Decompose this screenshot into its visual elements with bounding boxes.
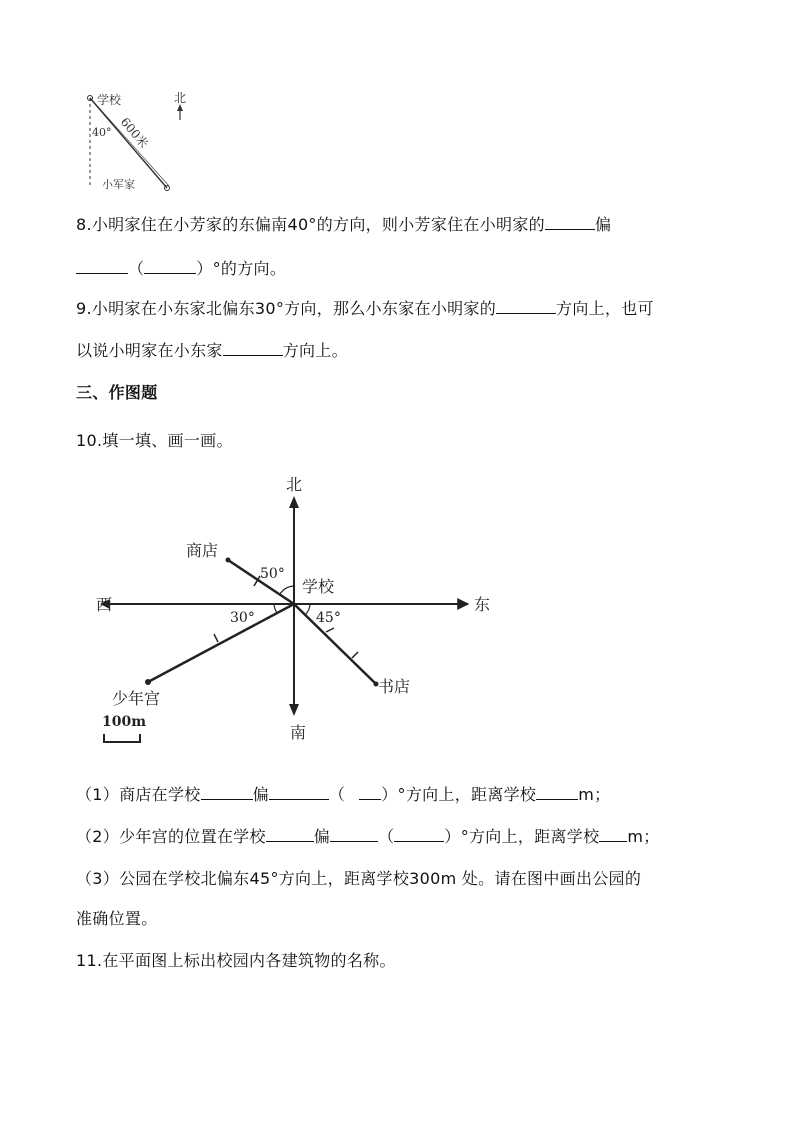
q9-blank1[interactable]: [496, 299, 556, 314]
q10-sub2-a: （2）少年宫的位置在学校: [76, 827, 266, 846]
compass-youth-palace: 少年宫: [112, 689, 161, 708]
school-home-figure: [80, 84, 200, 194]
compass-west: 西: [96, 595, 113, 614]
section-title: 三、作图题: [76, 383, 158, 402]
compass-center: 学校: [302, 577, 335, 596]
q9-text4: 方向上。: [282, 341, 348, 360]
q9-line1: [76, 296, 654, 319]
q8-text1: 8.小明家住在小芳家的东偏南40°的方向，则小芳家住在小明家的: [76, 215, 545, 234]
compass-north: 北: [286, 475, 303, 494]
fig-top-home: 小军家: [102, 178, 135, 191]
compass-shop: 商店: [186, 541, 219, 560]
q10-sub2-c: （: [378, 827, 395, 846]
q9-text1: 9.小明家在小东家北偏东30°方向，那么小东家在小明家的: [76, 299, 497, 318]
q10-sub2-blank3[interactable]: [394, 827, 444, 842]
q10-sub2-blank4[interactable]: [599, 827, 627, 842]
q10-sub1-d: ）°方向上，距离学校: [381, 785, 537, 804]
q10-sub1-blank3[interactable]: [359, 785, 381, 800]
q10-title: 10.填一填、画一画。: [76, 431, 233, 450]
q10-sub2-blank1[interactable]: [266, 827, 314, 842]
q8-blank2[interactable]: [76, 259, 128, 274]
q10-sub2-b: 偏: [313, 827, 331, 846]
compass-south: 南: [290, 723, 307, 742]
q10-sub1-blank1[interactable]: [201, 785, 253, 800]
q10-sub1-c: （: [328, 785, 346, 804]
q8-line2: [76, 256, 286, 279]
fig-top-angle: 40°: [92, 126, 112, 139]
q9-blank2[interactable]: [223, 341, 283, 356]
q11-title: 11.在平面图上标出校园内各建筑物的名称。: [76, 951, 396, 970]
q9-line2: [76, 338, 348, 361]
q8-blank1[interactable]: [545, 215, 595, 230]
q8-text4: ）°的方向。: [196, 259, 287, 278]
q10-sub1-blank2[interactable]: [269, 785, 329, 800]
q10-sub2-blank2[interactable]: [330, 827, 378, 842]
compass-scale-label: 100m: [102, 714, 147, 730]
q10-sub2-e: m；: [627, 827, 660, 846]
q8-text2: 偏: [594, 215, 612, 234]
fig-top-distance: 600米: [117, 114, 151, 151]
q10-sub3-line1: （3）公园在学校北偏东45°方向上，距离学校300m 处。请在图中画出公园的: [76, 869, 642, 888]
q8-line1: [76, 212, 611, 235]
q10-sub2-d: ）°方向上，距离学校: [444, 827, 600, 846]
q8-blank3[interactable]: [144, 259, 196, 274]
q9-text3: 以说小明家在小东家: [76, 341, 223, 360]
compass-angle-palace: 30°: [230, 610, 255, 626]
q10-sub1-a: （1）商店在学校: [76, 785, 201, 804]
q10-sub3-line2: 准确位置。: [76, 909, 158, 928]
compass-bookstore: 书店: [378, 677, 411, 696]
q10-sub1: [76, 782, 610, 805]
compass-figure: [88, 470, 508, 750]
compass-east: 东: [474, 595, 491, 614]
q10-sub1-b: 偏: [252, 785, 269, 804]
q9-text2: 方向上，也可: [556, 299, 654, 318]
q8-text3: （: [128, 259, 145, 278]
compass-angle-shop: 50°: [260, 566, 285, 582]
fig-top-north: 北: [174, 91, 187, 105]
fig-top-school: 学校: [97, 93, 122, 107]
q10-sub1-e: m；: [578, 785, 611, 804]
compass-angle-bookstore: 45°: [316, 610, 341, 626]
q10-sub2: [76, 824, 660, 847]
q10-sub1-blank4[interactable]: [536, 785, 578, 800]
